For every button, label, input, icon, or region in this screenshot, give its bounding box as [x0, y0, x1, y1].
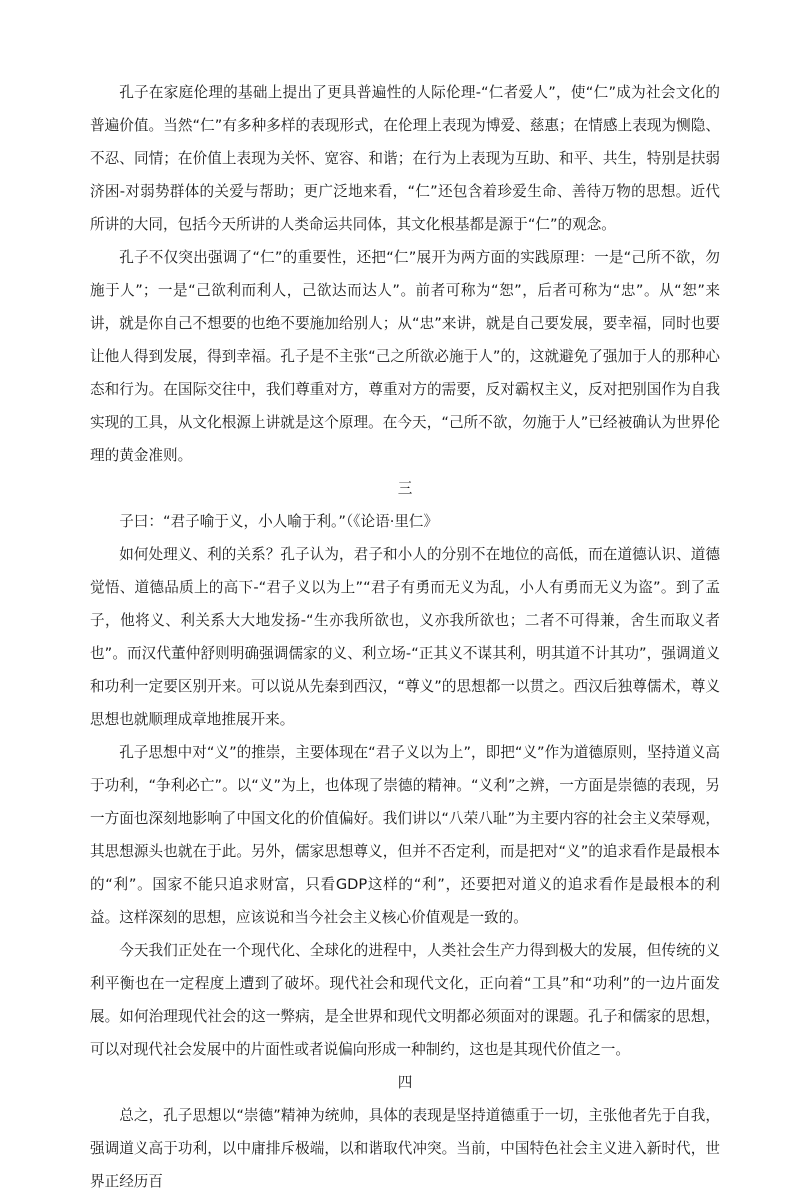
paragraph-yi-li-relation: 如何处理义、利的关系？孔子认为，君子和小人的分别不在地位的高低，而在道德认识、道德觉悟、道德品质上的高下-“君子义以为上”“君子有勇而无义为乱，小人有勇而无义为盗”。到了孟子，他将义、利关系大大地发扬-“生亦我所欲也，义亦我所欲也；二者不可得兼，舍生而取义者也”。而汉代董仲舒则明确强调儒家的义、利立场-“正其义不谋其利，明其道不计其功”，强调道义和功利一定要区别开来。可以说从先秦到西汉，“尊义”的思想都一以贯之。西汉后独尊儒术，尊义思想也就顺理成章地推展开来。 [90, 546, 720, 728]
document-page [90, 76, 720, 1198]
paragraph-quote-liren: 子曰：“君子喻于义，小人喻于利。”（《论语·里仁》 [119, 513, 439, 530]
paragraph-shu-zhong: 孔子不仅突出强调了“仁”的重要性，还把“仁”展开为两方面的实践原理：一是“己所不欲，勿施于人”；一是“己欲利而利人，己欲达而达人”。前者可称为“恕”，后者可称为“忠”。从“恕”来讲，就是你自己不想要的也绝不要施加给别人；从“忠”来讲，就是自己要发展，要幸福，同时也要让他人得到发展，得到幸福。孔子是不主张“己之所欲必施于人”的，这就避免了强加于人的那种心态和行为。在国际交往中，我们尊重对方，尊重对方的需要，反对霸权主义，反对把别国作为自我实现的工具，从文化根源上讲就是这个原理。在今天，“己所不欲，勿施于人”已经被确认为世界伦理的黄金准则。 [90, 249, 720, 464]
paragraph-yi-respect: 孔子思想中对“义”的推崇，主要体现在“君子义以为上”，即把“义”作为道德原则，坚持道义高于功利，“争利必亡”。以“义”为上，也体现了崇德的精神。“义利”之辨，一方面是崇德的表现，另一方面也深刻地影响了中国文化的价值偏好。我们讲以“八荣八耻”为主要内容的社会主义荣辱观，其思想源头也就在于此。另外，儒家思想尊义，但并不否定利，而是把对“义”的追求看作是最根本的“利”。国家不能只追求财富，只看GDP这样的“利”，还要把对道义的追求看作是最根本的利益。这样深刻的思想，应该说和当今社会主义核心价值观是一致的。 [90, 744, 720, 926]
paragraph-ren-ethics: 孔子在家庭伦理的基础上提出了更具普遍性的人际伦理-“仁者爱人”，使“仁”成为社会文化的普遍价值。当然“仁”有多种多样的表现形式，在伦理上表现为博爱、慈惠；在情感上表现为恻隐、不忍、同情；在价值上表现为关怀、宽容、和谐；在行为上表现为互助、和平、共生，特别是扶弱济困-对弱势群体的关爱与帮助；更广泛地来看，“仁”还包含着珍爱生命、善待万物的思想。近代所讲的大同，包括今天所讲的人类命运共同体，其文化根基都是源于“仁”的观念。 [90, 84, 720, 233]
section-heading-four: 四 [397, 1074, 413, 1091]
section-heading-three: 三 [397, 480, 413, 497]
paragraph-summary: 总之，孔子思想以“崇德”精神为统帅，具体的表现是坚持道德重于一切，主张他者先于自我，强调道义高于功利，以中庸排斥极端，以和谐取代冲突。当前，中国特色社会主义进入新时代，世界正经历百 [90, 1107, 720, 1190]
paragraph-modern-society: 今天我们正处在一个现代化、全球化的进程中，人类社会生产力得到极大的发展，但传统的义利平衡也在一定程度上遭到了破坏。现代社会和现代文化，正向着“工具”和“功利”的一边片面发展。如何治理现代社会的这一弊病，是全世界和现代文明都必须面对的课题。孔子和儒家的思想，可以对现代社会发展中的片面性或者说偏向形成一种制约，这也是其现代价值之一。 [90, 942, 720, 1058]
